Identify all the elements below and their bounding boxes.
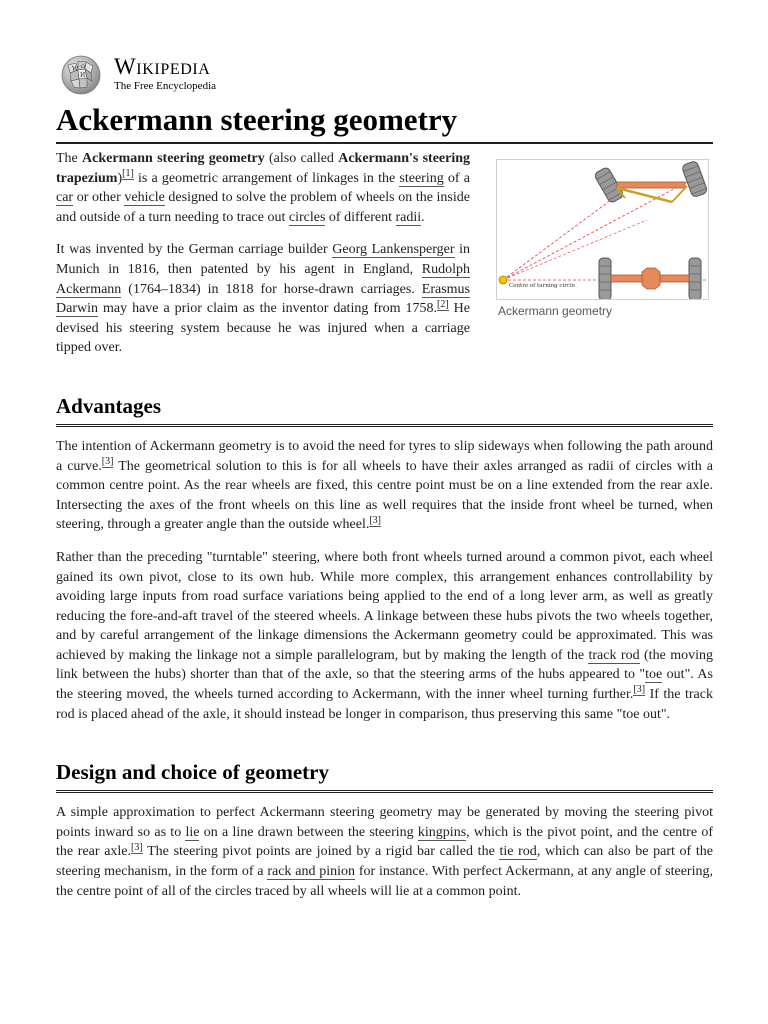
figure-caption: Ackermann geometry: [498, 304, 613, 318]
wiki-link[interactable]: car: [56, 190, 74, 206]
text-run: A simple approximation to perfect Ackermann steering geometry may be generated by moving the steering pivot points inward so as to: [56, 805, 713, 840]
section-design-and-choice-of-geometry: [56, 758, 713, 901]
text-run: or other: [73, 190, 125, 206]
wikipedia-tagline: The Free Encyclopedia: [114, 80, 217, 92]
section-advantages: [56, 392, 713, 724]
wiki-link[interactable]: track rod: [588, 647, 640, 663]
text-run: .: [421, 209, 425, 225]
page-title: Ackermann steering geometry: [56, 100, 713, 144]
wiki-link[interactable]: radii: [395, 209, 422, 225]
wikipedia-globe-icon: [56, 53, 106, 95]
text-run: on a line drawn between the steering: [199, 824, 418, 840]
bold-term: Ackermann's steering trapezium: [56, 151, 471, 186]
citation-link[interactable]: [1]: [122, 167, 134, 179]
article-intro: [56, 149, 713, 358]
wikipedia-wordmark: Wikipedia: [114, 54, 211, 79]
section-paragraph: [56, 548, 713, 724]
ackermann-diagram-image[interactable]: [496, 159, 709, 300]
intro-paragraph: [56, 149, 470, 227]
article-page: [56, 50, 713, 901]
text-run: designed to solve the problem of wheels on the inside and outside of a turn needing to trace out: [56, 190, 470, 225]
text-run: may have a prior claim as the inventor dating from 1758.: [98, 301, 438, 317]
wiki-link[interactable]: steering: [399, 170, 444, 186]
citation-link[interactable]: [3]: [101, 455, 114, 467]
wiki-link[interactable]: vehicle: [124, 190, 165, 206]
text-run: The intention of Ackermann geometry is to avoid the need for tyres to slip sideways when following the path around a curve.: [56, 438, 713, 474]
section-paragraph: [56, 437, 713, 535]
text-run: ): [117, 170, 123, 186]
text-run: , which is the pivot point, and the centre of the rear axle.: [56, 824, 713, 860]
text-run: He devised his steering system because he was injured when a carriage tipped over.: [56, 301, 470, 356]
citation-link[interactable]: [2]: [437, 298, 449, 310]
section-heading-advantages: Advantages: [56, 392, 713, 427]
bold-term: Ackermann steering geometry: [82, 151, 265, 166]
text-run: (1764–1834) in 1818 for horse-drawn carriages.: [121, 281, 422, 297]
text-run: is a geometric arrangement of linkages in the: [133, 170, 400, 186]
text-run: Rather than the preceding "turntable" steering, where both front wheels turned around a common pivot, each wheel gained its own pivot, close to its own hub. While more complex, this arrangement enhances controllability by avoiding large inputs from road surface variations being applied to the end of a long lever arm, as well as greatly reducing the fore-and-aft travel of the steered wheels. A linkage between these hubs pivots the two wheels together, and by careful arrangement of the linkage dimensions the Ackermann geometry could be approximated. This was achieved by making the linkage not a simple parallelogram, but by making the length of the: [56, 549, 713, 663]
wiki-link[interactable]: Erasmus Darwin: [56, 281, 470, 317]
svg-text:И: И: [80, 72, 86, 79]
text-run: The geometrical solution to this is for all wheels to have their axles arranged as radii of circles with a common centre point. As the rear wheels are fixed, this centre point must be on a line extended from the rear axle. Intersecting the axes of the front wheels on this line as well requires that the inside front wheel be turned, when steering, through a greater angle than the outside wheel.: [56, 458, 713, 533]
wiki-link[interactable]: Georg Lankensperger: [332, 242, 455, 258]
wiki-link[interactable]: lie: [185, 824, 200, 840]
text-run: (the moving link between the hubs) shorter than that of the axle, so that the steering arms of the hubs appeared to ": [56, 647, 713, 683]
citation-link[interactable]: [3]: [369, 514, 382, 526]
citation-link[interactable]: [3]: [131, 841, 143, 853]
text-run: of a: [443, 170, 470, 186]
intro-paragraph: [56, 240, 470, 358]
text-run: If the track rod is placed ahead of the axle, it should instead be longer in comparison, thus preserving this same "toe out".: [56, 687, 713, 722]
section-paragraph: [56, 803, 713, 901]
wiki-link[interactable]: Rudolph Ackermann: [56, 261, 470, 297]
wiki-link[interactable]: rack and pinion: [267, 864, 356, 880]
infobox-figure: [496, 159, 709, 318]
text-run: (also called: [264, 151, 339, 166]
wiki-link[interactable]: toe: [645, 667, 663, 683]
text-run: The: [56, 151, 83, 166]
text-run: It was invented by the German carriage builder: [56, 242, 333, 258]
text-run: for instance. With perfect Ackermann, at any angle of steering, the centre point of all of the circles traced by all wheels will lie at a common point.: [56, 864, 713, 899]
text-run: in Munich in 1816, then patented by his agent in England,: [56, 242, 471, 277]
text-run: of different: [325, 209, 396, 225]
svg-text:W: W: [72, 66, 79, 73]
intro-text: [56, 149, 470, 358]
section-heading-design-and-choice-of-geometry: Design and choice of geometry: [56, 758, 713, 793]
centre-of-turning-circle-label: Centre of turning circle: [509, 283, 575, 289]
text-run: out". As the steering moved, the wheels turned according to Ackermann, with the inner wheel turning further.: [56, 667, 713, 703]
text-run: The steering pivot points are joined by a rigid bar called the: [142, 844, 500, 860]
site-branding[interactable]: [56, 50, 713, 96]
text-run: , which can also be part of the steering mechanism, in the form of a: [56, 844, 713, 880]
ackermann-diagram: [497, 160, 708, 299]
wiki-link[interactable]: tie rod: [499, 844, 537, 860]
wiki-link[interactable]: circles: [288, 209, 326, 225]
svg-text:Ω: Ω: [81, 64, 86, 70]
citation-link[interactable]: [3]: [633, 684, 646, 696]
wiki-link[interactable]: kingpins: [417, 824, 467, 840]
